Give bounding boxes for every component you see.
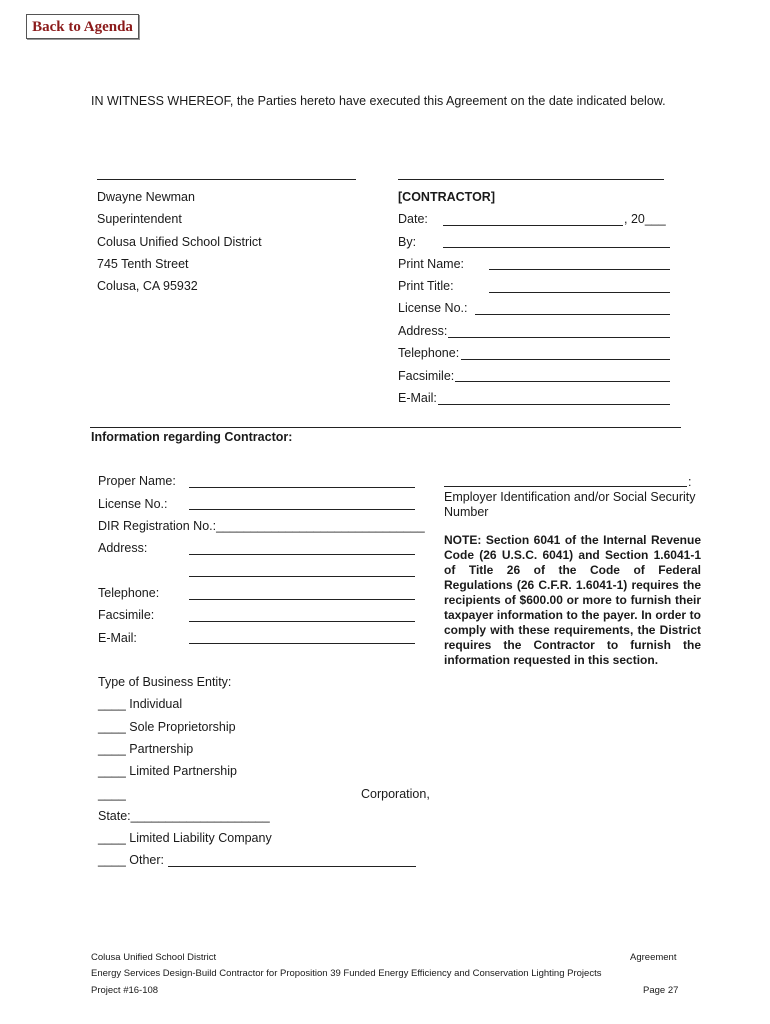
- info-license-label: License No.:: [98, 497, 168, 511]
- footer-project-title: Energy Services Design-Build Contractor for Proposition 39 Funded Energy Efficiency and Conservation Lighting Projects: [91, 968, 602, 979]
- entity-other[interactable]: ____ Other:: [98, 853, 165, 867]
- ein-field[interactable]: [444, 486, 687, 487]
- info-facsimile-field[interactable]: [189, 621, 415, 622]
- entity-partnership[interactable]: ____ Partnership: [98, 742, 194, 756]
- entity-heading: Type of Business Entity:: [98, 675, 232, 689]
- license-label: License No.:: [398, 301, 468, 315]
- contractor-heading: [CONTRACTOR]: [398, 190, 495, 204]
- telephone-field[interactable]: [461, 359, 670, 360]
- ein-colon: :: [688, 475, 692, 489]
- footer-org: Colusa Unified School District: [91, 952, 217, 963]
- info-facsimile-label: Facsimile:: [98, 608, 155, 622]
- date-year-suffix: , 20___: [624, 212, 666, 226]
- district-signer-name: Dwayne Newman: [97, 190, 195, 204]
- entity-corporation: Corporation,: [361, 787, 430, 801]
- facsimile-field[interactable]: [455, 381, 670, 382]
- email-field[interactable]: [438, 404, 670, 405]
- telephone-label: Telephone:: [398, 346, 460, 360]
- info-email-label: E-Mail:: [98, 631, 137, 645]
- district-org: Colusa Unified School District: [97, 235, 262, 249]
- entity-llc[interactable]: ____ Limited Liability Company: [98, 831, 272, 845]
- info-address-label: Address:: [98, 541, 148, 555]
- district-city: Colusa, CA 95932: [97, 279, 198, 293]
- print-name-label: Print Name:: [398, 257, 464, 271]
- tax-note: NOTE: Section 6041 of the Internal Revenue Code (26 U.S.C. 6041) and Section 1.6041-1 of Title 26 of the Code of Federal Regulations (26 C.F.R. 1.6041-1) requires the recipients of $600.00 or more to furnish their taxpayer information to the payer. In order to comply with these requirements, the District requires the Contractor to furnish the information requested in this section.: [444, 533, 701, 667]
- footer-page-number: Page 27: [643, 985, 679, 996]
- entity-individual[interactable]: ____ Individual: [98, 697, 183, 711]
- info-address-field-1[interactable]: [189, 554, 415, 555]
- back-to-agenda-button[interactable]: Back to Agenda: [26, 14, 139, 39]
- info-address-field-2[interactable]: [189, 576, 415, 577]
- info-heading: Information regarding Contractor:: [91, 430, 293, 444]
- print-title-label: Print Title:: [398, 279, 454, 293]
- district-street: 745 Tenth Street: [97, 257, 189, 271]
- proper-name-field[interactable]: [189, 487, 415, 488]
- footer-doc-name: Agreement: [630, 952, 677, 963]
- witness-statement: IN WITNESS WHEREOF, the Parties hereto have executed this Agreement on the date indicated below.: [91, 94, 666, 108]
- entity-sole-proprietorship[interactable]: ____ Sole Proprietorship: [98, 720, 236, 734]
- date-field[interactable]: [443, 225, 623, 226]
- section-divider: [90, 427, 681, 428]
- dir-registration-field[interactable]: DIR Registration No.:______________________________: [98, 519, 425, 533]
- contractor-signature-line: [398, 179, 664, 180]
- info-telephone-field[interactable]: [189, 599, 415, 600]
- license-field[interactable]: [475, 314, 670, 315]
- entity-corporation-blank[interactable]: ____: [98, 787, 126, 801]
- entity-other-field[interactable]: [168, 866, 416, 867]
- date-label: Date:: [398, 212, 428, 226]
- print-title-field[interactable]: [489, 292, 670, 293]
- ein-label: Employer Identification and/or Social Security Number: [444, 490, 696, 519]
- district-signature-line: [97, 179, 356, 180]
- info-license-field[interactable]: [189, 509, 415, 510]
- district-signer-title: Superintendent: [97, 212, 182, 226]
- entity-limited-partnership[interactable]: ____ Limited Partnership: [98, 764, 237, 778]
- email-label: E-Mail:: [398, 391, 437, 405]
- proper-name-label: Proper Name:: [98, 474, 176, 488]
- info-telephone-label: Telephone:: [98, 586, 160, 600]
- by-field[interactable]: [443, 247, 670, 248]
- address-label: Address:: [398, 324, 448, 338]
- footer-project-number: Project #16-108: [91, 985, 159, 996]
- entity-state-field[interactable]: State:____________________: [98, 809, 270, 823]
- facsimile-label: Facsimile:: [398, 369, 455, 383]
- print-name-field[interactable]: [489, 269, 670, 270]
- info-email-field[interactable]: [189, 643, 415, 644]
- by-label: By:: [398, 235, 417, 249]
- address-field[interactable]: [448, 337, 670, 338]
